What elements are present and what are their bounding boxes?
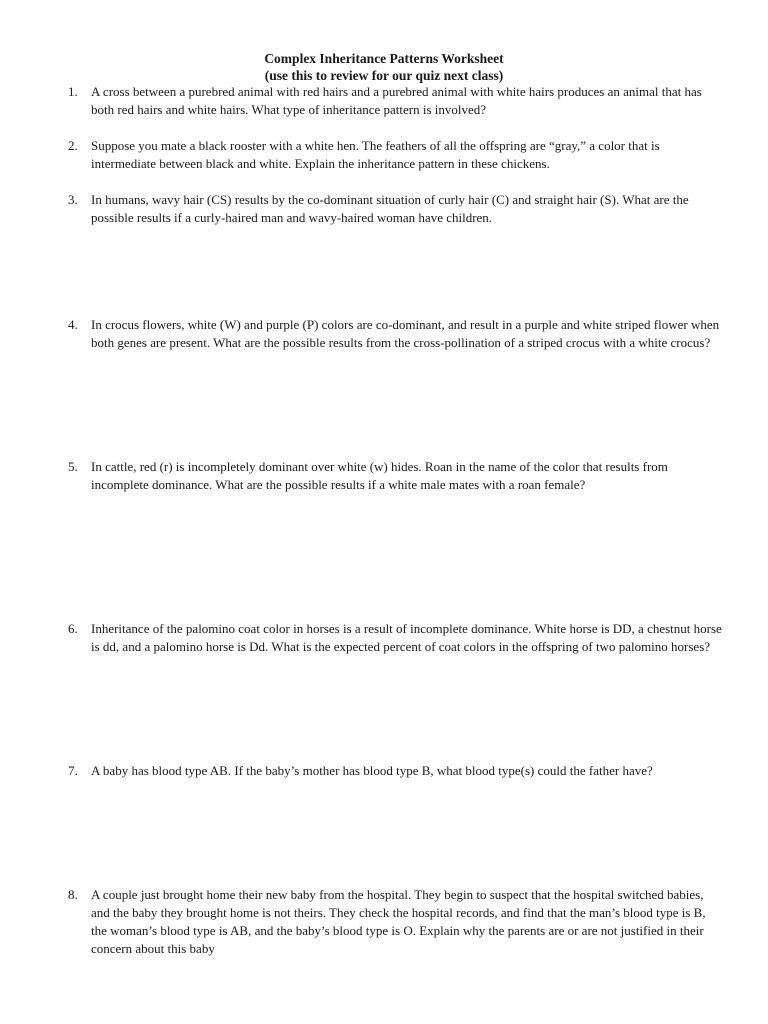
question-text: In humans, wavy hair (CS) results by the co-dominant situation of curly hair (C) and straight hair (S). What are the possible results if a curly-haired man and wavy-haired woman have children. xyxy=(91,192,689,225)
worksheet-title: Complex Inheritance Patterns Worksheet xyxy=(264,51,504,66)
worksheet-subtitle: (use this to review for our quiz next class) xyxy=(264,68,504,83)
question-number: 7. xyxy=(68,763,78,778)
question-number: 5. xyxy=(68,459,78,474)
question-text: A cross between a purebred animal with red hairs and a purebred animal with white hairs produces an animal that has both red hairs and white hairs. What type of inheritance pattern is involved? xyxy=(91,84,702,117)
question-number: 4. xyxy=(68,317,78,332)
question-number: 6. xyxy=(68,621,78,636)
question-text: In crocus flowers, white (W) and purple (P) colors are co-dominant, and result in a purple and white striped flower when both genes are present. What are the possible results from the cross-pollination of a striped crocus with a white crocus? xyxy=(91,317,720,350)
worksheet-header xyxy=(0,50,768,84)
question-text: A couple just brought home their new baby from the hospital. They begin to suspect that the hospital switched babies, and the baby they brought home is not theirs. They check the hospital records, and find that the man’s blood type is B, the woman’s blood type is AB, and the baby’s blood type is O. Explain why the parents are or are not justified in their concern about this baby xyxy=(91,887,706,956)
question-text: Inheritance of the palomino coat color in horses is a result of incomplete dominance. White horse is DD, a chestnut horse is dd, and a palomino horse is Dd. What is the expected percent of coat colors in the offspring of two palomino horses? xyxy=(91,621,722,654)
question-text: A baby has blood type AB. If the baby’s mother has blood type B, what blood type(s) could the father have? xyxy=(91,763,653,778)
question-text: In cattle, red (r) is incompletely dominant over white (w) hides. Roan in the name of the color that results from incomplete dominance. What are the possible results if a white male mates with a roan female? xyxy=(91,459,668,492)
question-text: Suppose you mate a black rooster with a white hen. The feathers of all the offspring are “gray,” a color that is intermediate between black and white. Explain the inheritance pattern in these chickens. xyxy=(91,138,660,171)
question-number: 3. xyxy=(68,192,78,207)
question-number: 1. xyxy=(68,84,78,99)
question-number: 2. xyxy=(68,138,78,153)
question-number: 8. xyxy=(68,887,78,902)
